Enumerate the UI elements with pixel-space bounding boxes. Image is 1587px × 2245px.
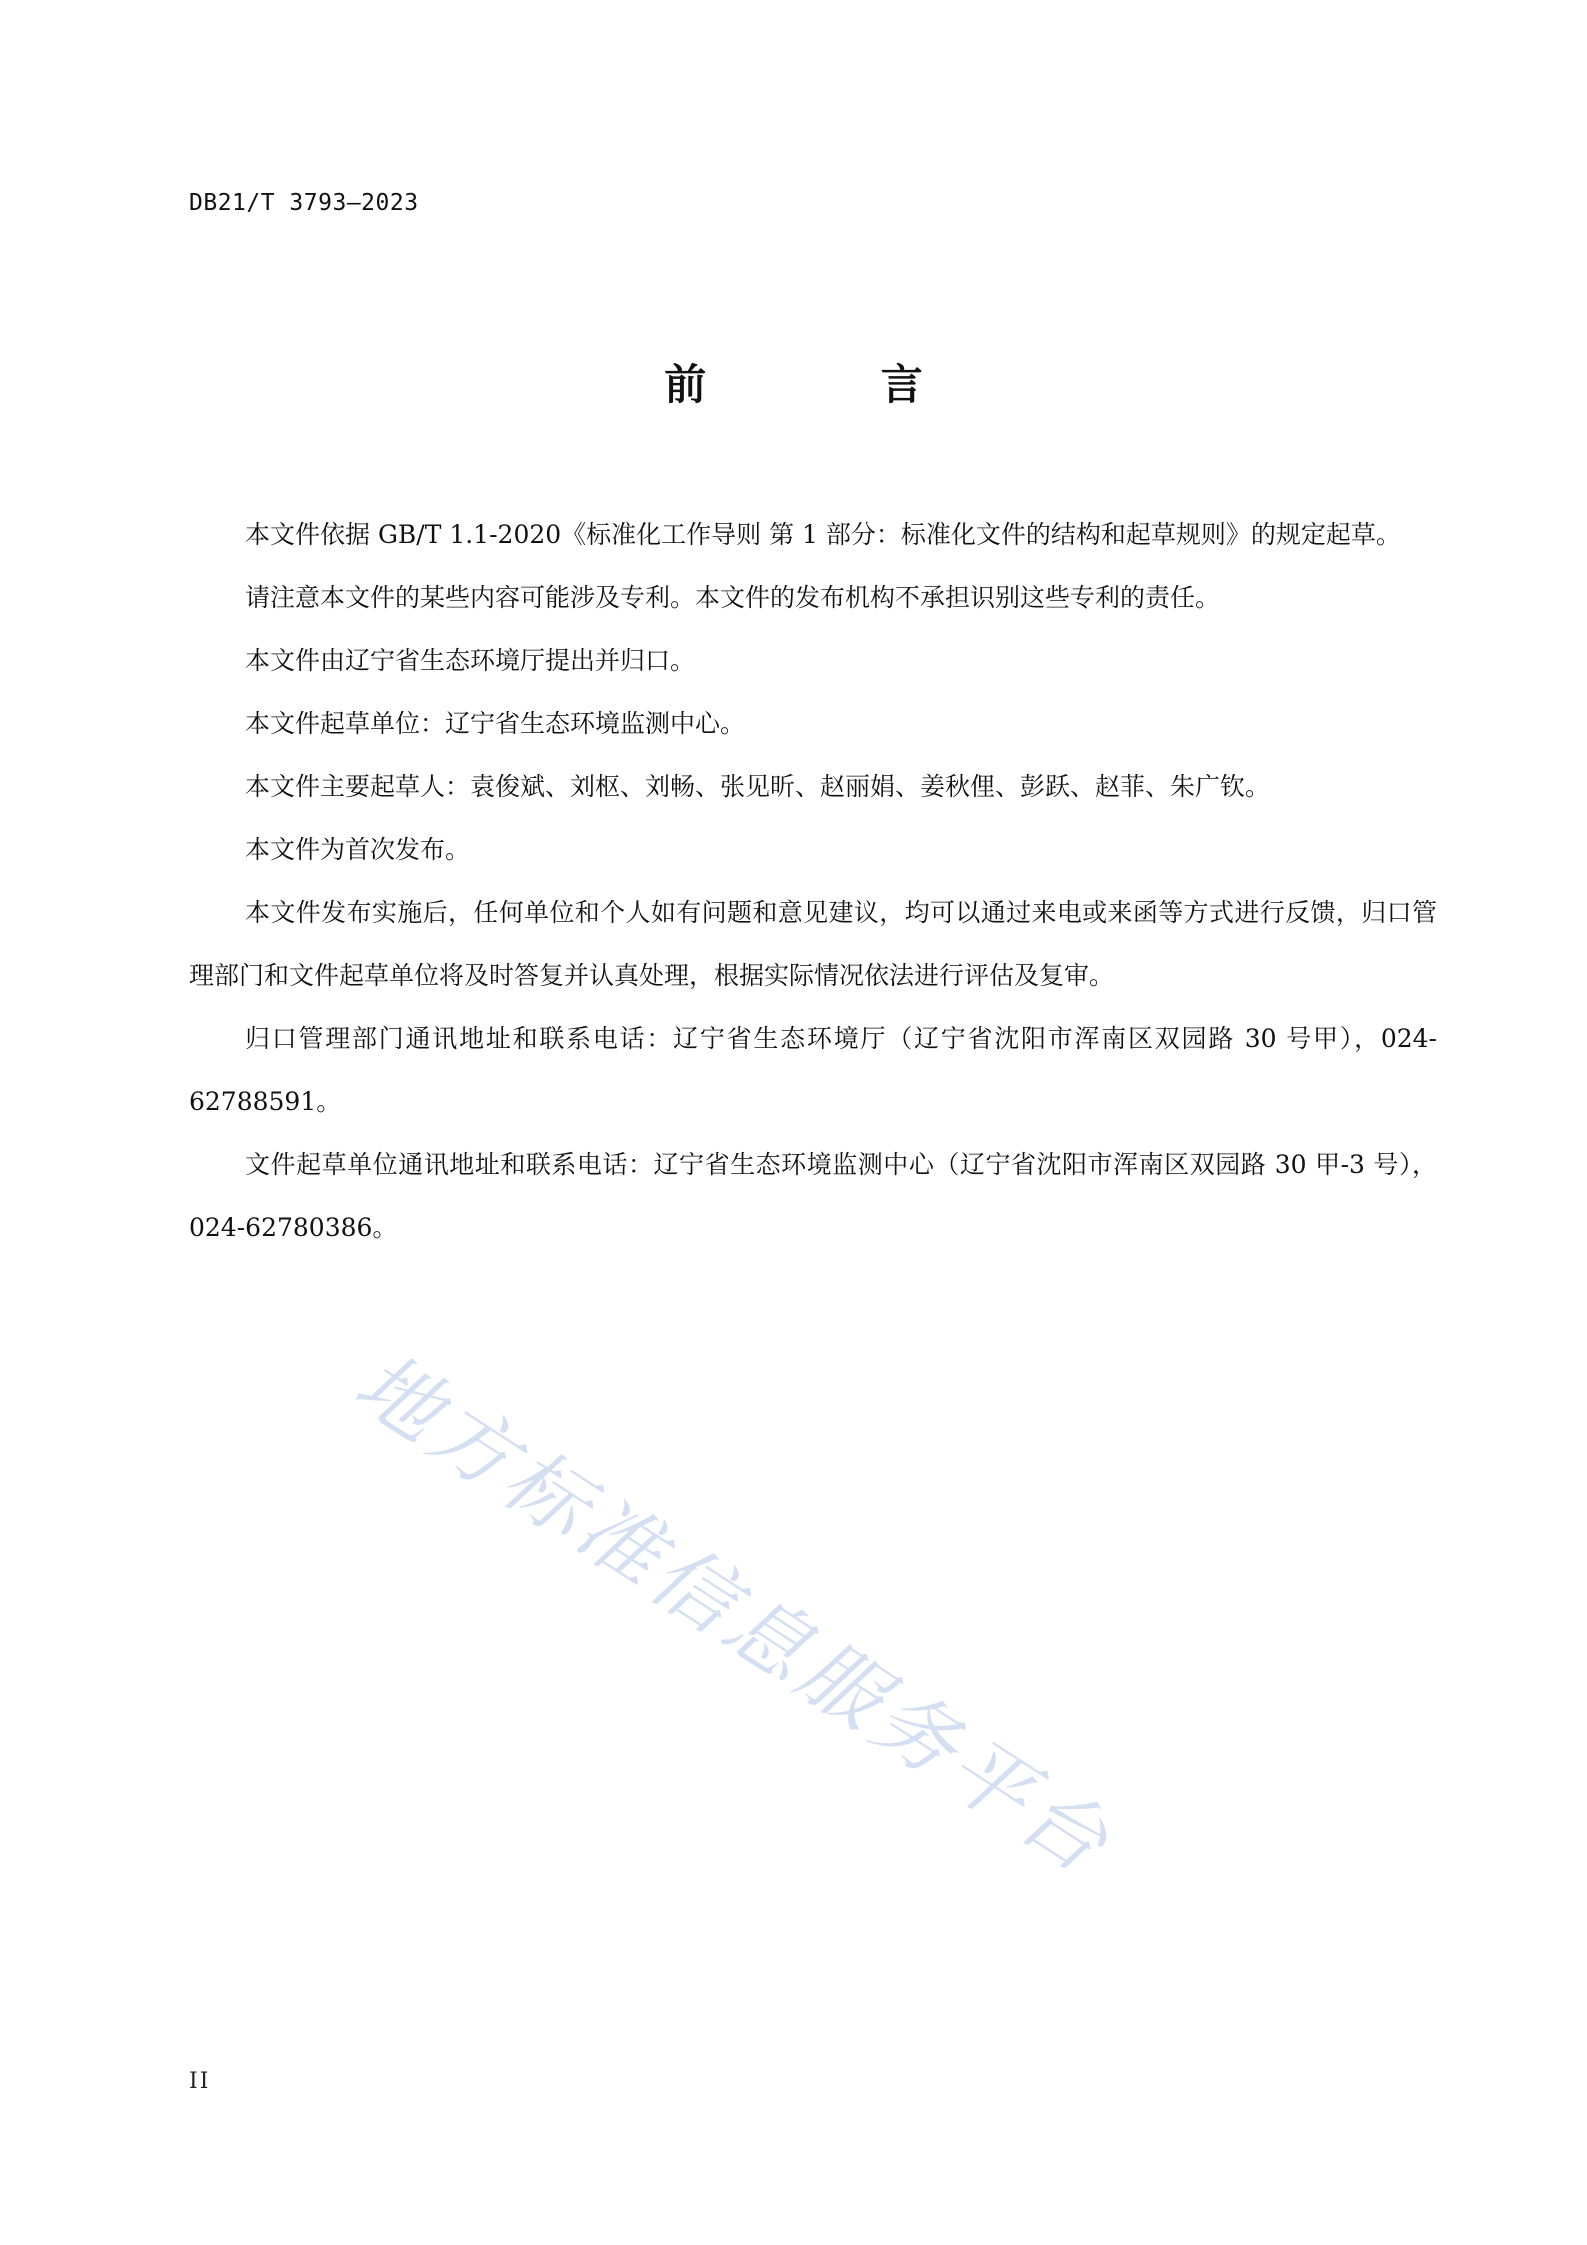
paragraph-patent: 请注意本文件的某些内容可能涉及专利。本文件的发布机构不承担识别这些专利的责任。 xyxy=(245,583,1221,612)
paragraph-authority-contact: 归口管理部门通讯地址和联系电话：辽宁省生态环境厅（辽宁省沈阳市浑南区双园路 30 号甲），024-62788591。 xyxy=(189,1024,1437,1116)
paragraph-feedback: 本文件发布实施后，任何单位和个人如有问题和意见建议，均可以通过来电或来函等方式进行反馈，归口管理部门和文件起草单位将及时答复并认真处理，根据实际情况依法进行评估及复审。 xyxy=(189,898,1437,990)
page-title: 前 言 xyxy=(664,360,1003,409)
paragraph-basis: 本文件依据 GB/T 1.1-2020《标准化工作导则 第 1 部分：标准化文件的结构和起草规则》的规定起草。 xyxy=(245,520,1401,549)
page-number: II xyxy=(189,2069,211,2094)
watermark: 地方标准信息服务平台 xyxy=(338,1335,1129,1895)
paragraph-drafting-unit: 本文件起草单位：辽宁省生态环境监测中心。 xyxy=(245,709,746,738)
paragraph-drafter-contact: 文件起草单位通讯地址和联系电话：辽宁省生态环境监测中心（辽宁省沈阳市浑南区双园路 30 甲-3 号），024-62780386。 xyxy=(189,1150,1437,1242)
paragraph-proposer: 本文件由辽宁省生态环境厅提出并归口。 xyxy=(245,646,696,675)
standard-code: DB21/T 3793—2023 xyxy=(189,190,419,216)
foreword-body xyxy=(189,503,1437,1259)
paragraph-first-release: 本文件为首次发布。 xyxy=(245,835,471,864)
paragraph-drafters: 本文件主要起草人：袁俊斌、刘枢、刘畅、张见昕、赵丽娟、姜秋俚、彭跃、赵菲、朱广钦。 xyxy=(245,772,1271,801)
